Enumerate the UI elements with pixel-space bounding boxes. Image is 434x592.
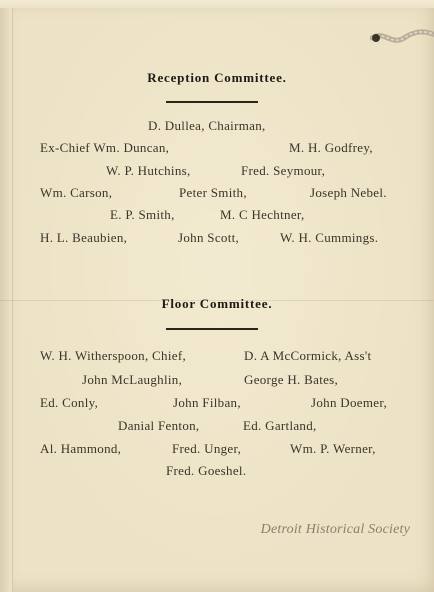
reception-row-4 bbox=[0, 185, 434, 205]
floor-row-4 bbox=[0, 418, 434, 438]
member-name: Danial Fenton, bbox=[118, 418, 200, 433]
floor-committee-title: Floor Committee. bbox=[161, 296, 273, 311]
reception-committee-title: Reception Committee. bbox=[147, 70, 287, 85]
binding-cord-icon bbox=[370, 28, 434, 48]
page-top-edge bbox=[0, 0, 434, 8]
member-name: M. C Hechtner, bbox=[220, 207, 305, 222]
floor-row-6 bbox=[0, 463, 434, 483]
reception-title-rule bbox=[166, 101, 258, 103]
reception-row-6 bbox=[0, 230, 434, 250]
reception-row-2 bbox=[0, 140, 434, 160]
member-name: W. H. Cummings. bbox=[280, 230, 379, 245]
member-name: W. P. Hutchins, bbox=[106, 163, 191, 178]
member-name: Wm. P. Werner, bbox=[290, 441, 376, 456]
member-name: Ed. Conly, bbox=[40, 395, 99, 410]
member-name: E. P. Smith, bbox=[110, 207, 175, 222]
floor-row-3 bbox=[0, 395, 434, 415]
member-name: George H. Bates, bbox=[244, 372, 339, 387]
member-name: Ed. Gartland, bbox=[243, 418, 317, 433]
member-name: John Filban, bbox=[173, 395, 241, 410]
floor-row-1 bbox=[0, 348, 434, 368]
member-name: Wm. Carson, bbox=[40, 185, 113, 200]
member-name: W. H. Witherspoon, Chief, bbox=[40, 348, 186, 363]
member-name: Fred. Seymour, bbox=[241, 163, 326, 178]
member-name: John McLaughlin, bbox=[82, 372, 183, 387]
member-name: Ex-Chief Wm. Duncan, bbox=[40, 140, 170, 155]
member-name: Al. Hammond, bbox=[40, 441, 122, 456]
floor-row-2 bbox=[0, 372, 434, 392]
member-name: D. Dullea, Chairman, bbox=[148, 118, 266, 133]
watermark-credit: Detroit Historical Society bbox=[260, 522, 410, 537]
member-name: D. A McCormick, Ass't bbox=[244, 348, 372, 363]
member-name: Joseph Nebel. bbox=[310, 185, 387, 200]
reception-row-3 bbox=[0, 163, 434, 183]
reception-row-5 bbox=[0, 207, 434, 227]
member-name: John Doemer, bbox=[311, 395, 388, 410]
member-name: Fred. Unger, bbox=[172, 441, 242, 456]
member-name: H. L. Beaubien, bbox=[40, 230, 128, 245]
member-name: M. H. Godfrey, bbox=[289, 140, 373, 155]
member-name: John Scott, bbox=[178, 230, 240, 245]
member-name: Fred. Goeshel. bbox=[166, 463, 247, 478]
member-name: Peter Smith, bbox=[179, 185, 247, 200]
floor-title-rule bbox=[166, 328, 258, 330]
floor-row-5 bbox=[0, 441, 434, 461]
reception-row-1 bbox=[0, 118, 434, 138]
